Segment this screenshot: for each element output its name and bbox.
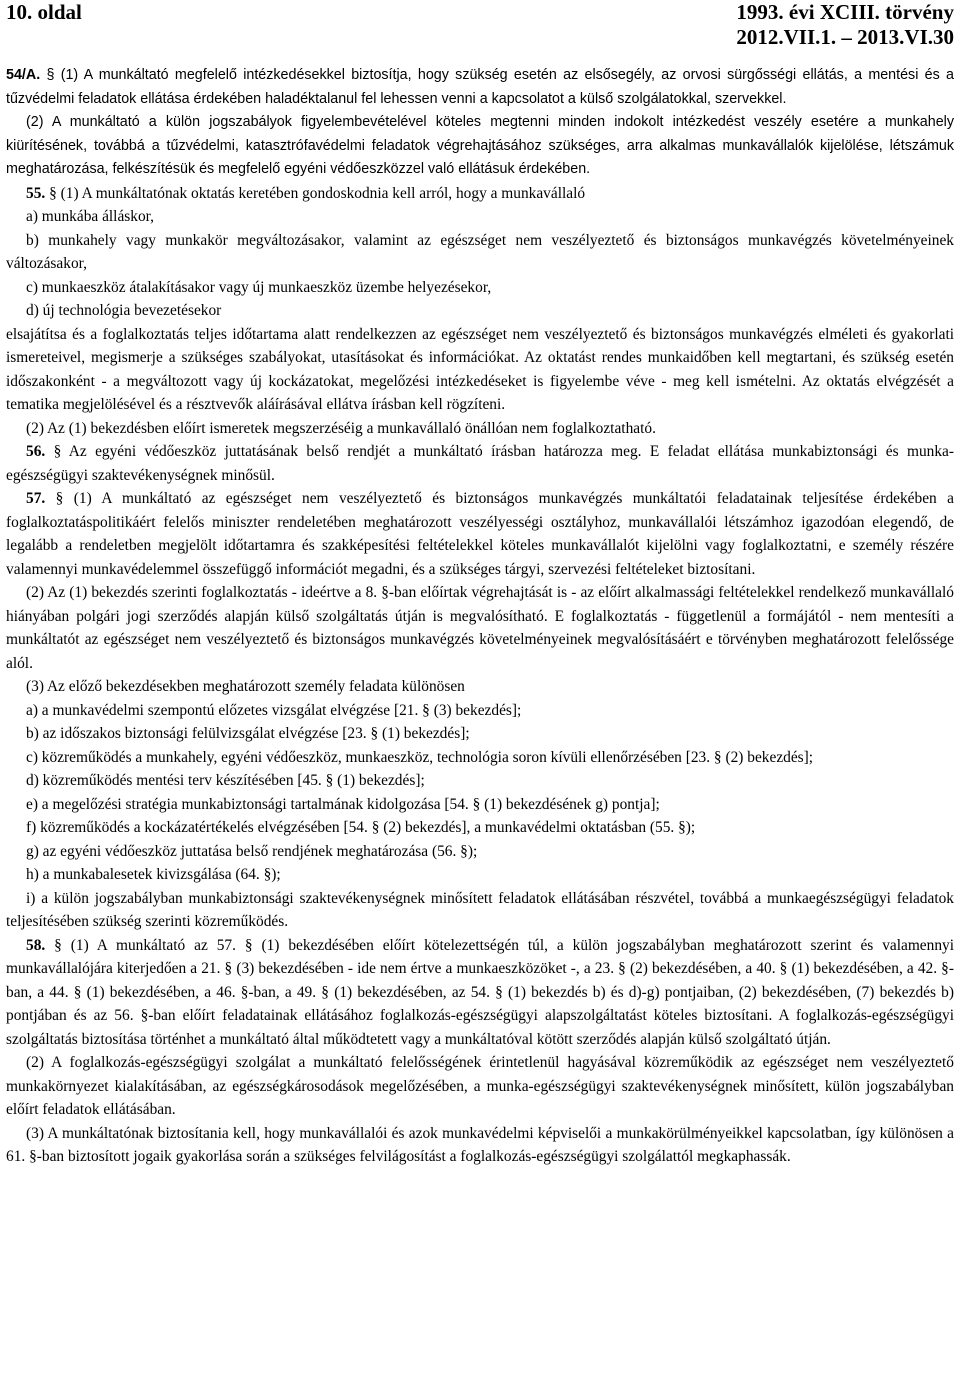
section-number: 57. bbox=[26, 490, 46, 507]
list-item: e) a megelőzési stratégia munkabiztonsági tartalmának kidolgozása [54. § (1) bekezdésének g) pontja]; bbox=[26, 795, 660, 813]
list-item: f) közreműködés a kockázatértékelés elvégzésében [54. § (2) bekezdés], a munkavédelmi oktatásban (55. §); bbox=[26, 819, 696, 836]
law-title: 1993. évi XCIII. törvény bbox=[736, 0, 954, 24]
paragraph-text: § (1) A munkáltató az 57. § (1) bekezdésében előírt kötelezettségén túl, a külön jogszabályban meghatározott szerint és valamennyi munkavállalójára kiterjedően a 21. § (3) bekezdésében - ide nem értve a munkaeszközöket -, a 23. § (2) bekezdésében, a 40. § (1) bekezdésében, a 42. §-ban, a 44. § (1) bekezdésében, a 46. §-ban, a 49. § (1) bekezdésében, az 54. § (1) bekezdés b) és d)-g) pontjaiban, (2) bekezdésében, (7) bekezdés b) pontjában és az 56. §-ban előírt feladatainak ellátásához foglalkozás-egészségügyi alapszolgáltatást köteles biztosítani. A foglalkozás-egészségügyi szolgáltatás biztosítása történhet a munkáltató által működtetett vagy a munkáltatóval kötött szerződés alapján külső szolgáltató útján. bbox=[6, 936, 954, 1048]
list-item: a) a munkavédelmi szempontú előzetes vizsgálat elvégzése [21. § (3) bekezdés]; bbox=[26, 701, 522, 719]
paragraph-text: § (1) A munkáltató megfelelő intézkedésekkel biztosítja, hogy szükség esetén az elsősegély, az orvosi sürgősségi ellátás, a mentési és a tűzvédelmi feladatok ellátása érdekében haladéktalanul fel lehessen venni a kapcsolatot a külső szolgálatokkal, szervekkel. bbox=[6, 67, 954, 107]
list-item: i) a külön jogszabályban munkabiztonsági szaktevékenységnek minősített feladatok ellátásában részvétel, továbbá a munkaegészségügyi feladatok teljesítésében szükség szerinti közreműködés. bbox=[6, 889, 954, 930]
section-number: 56. bbox=[26, 443, 46, 460]
paragraph-57-1 bbox=[6, 487, 954, 581]
paragraph-58-1 bbox=[6, 934, 954, 1052]
paragraph-text: § Az egyéni védőeszköz juttatásának belső rendjét a munkáltató írásban határozza meg. E feladat ellátása munkabiztonsági és munka-egészségügyi szaktevékenységnek minősül. bbox=[6, 443, 954, 484]
list-item: d) új technológia bevezetésekor bbox=[26, 302, 222, 319]
paragraph-text: § (1) A munkáltató az egészséget nem veszélyeztető és biztonságos munkavégzés munkáltatói feladatainak teljesítése érdekében a foglalkoztatáspolitikáért felelős miniszter rendeletében meghatározott veszélyességi osztályhoz, munkavállalói létszámhoz igazodóan elegendő, de legalább a rendeletben megjelölt időtartamra és szakképesítési feltételekkel köteles munkavállalót kijelölni vagy foglalkoztatni, e személy részére valamennyi munkavédelemmel összefüggő információt megadni, és a szükséges tárgyi, szervezési feltételeket biztosítani. bbox=[6, 490, 954, 578]
page-number: 10. oldal bbox=[6, 0, 82, 24]
list-item: h) a munkabalesetek kivizsgálása (64. §); bbox=[26, 866, 281, 883]
paragraph-57-3: (3) Az előző bekezdésekben meghatározott személy feladata különösen bbox=[26, 678, 465, 695]
section-number: 58. bbox=[26, 936, 46, 954]
document-body bbox=[6, 64, 954, 1169]
list-item: b) munkahely vagy munkakör megváltozásakor, valamint az egészséget nem veszélyeztető és biztonságos munkavégzés követelményeinek változásakor, bbox=[6, 231, 954, 272]
list-item: b) az időszakos biztonsági felülvizsgálat elvégzése [23. § (1) bekezdés]; bbox=[26, 725, 470, 742]
paragraph-56 bbox=[6, 440, 954, 487]
paragraph-55-1-cont: elsajátítsa és a foglalkoztatás teljes időtartama alatt rendelkezzen az egészséget nem veszélyeztető és biztonságos munkavégzés elméleti és gyakorlati ismereteivel, megismerje a szükséges szabályokat, utasításokat és információkat. Az oktatást rendes munkaidőben kell megtartani, és szükség esetén időszakonként - a megváltozott vagy új kockázatokat, megelőzési intézkedéseket is figyelembe véve - meg kell ismételni. Az oktatás elvégzését a tematika megjelölésével és a résztvevők aláírásával ellátva írásban kell rögzíteni. bbox=[6, 325, 954, 413]
document-header bbox=[736, 0, 954, 50]
paragraph-text: (2) A munkáltató a külön jogszabályok figyelembevételével köteles megtenni minden indokolt intézkedést veszély esetére a munkahely kiürítésének, továbbá a tűzvédelmi, katasztrófavédelmi feladatok végrehajtásához szükséges, arra alkalmas munkavállalók kijelölése, létszámuk meghatározása, felkészítésük és megfelelő egyéni védőeszközzel való ellátásuk érdekében. bbox=[6, 114, 954, 177]
paragraph-55-1 bbox=[6, 182, 954, 206]
paragraph-55-2: (2) Az (1) bekezdésben előírt ismeretek megszerzéséig a munkavállaló önállóan nem foglalkoztatható. bbox=[26, 419, 656, 437]
paragraph-54a-1 bbox=[6, 64, 954, 111]
list-item: d) közreműködés mentési terv készítésében [45. § (1) bekezdés]; bbox=[26, 772, 425, 789]
section-number: 54/A. bbox=[6, 67, 41, 83]
list-item: c) közreműködés a munkahely, egyéni védőeszköz, munkaeszköz, technológia soron kívüli ellenőrzésében [23. § (2) bekezdés]; bbox=[26, 748, 814, 766]
validity-dates: 2012.VII.1. – 2013.VI.30 bbox=[736, 25, 954, 49]
paragraph-58-2: (2) A foglalkozás-egészségügyi szolgálat a munkáltató felelősségének érintetlenül hagyásával közreműködik az egészséget nem veszélyeztető munkakörnyezet kialakításában, az egészségkárosodások megelőzésében, a munka-egészségügyi szaktevékenységnek minősített, külön jogszabályban előírt feladatok ellátásában. bbox=[6, 1054, 954, 1118]
list-item: c) munkaeszköz átalakításakor vagy új munkaeszköz üzembe helyezésekor, bbox=[26, 278, 492, 296]
section-number: 55. bbox=[26, 184, 46, 202]
paragraph-58-3: (3) A munkáltatónak biztosítania kell, hogy munkavállalói és azok munkavédelmi képviselői a munkakörülményeikkel kapcsolatban, így különösen a 61. §-ban biztosított jogaik gyakorlása során a szükséges felvilágosítást a foglalkozás-egészségügyi szolgálattól megkaphassák. bbox=[6, 1124, 954, 1165]
paragraph-57-2: (2) Az (1) bekezdés szerinti foglalkoztatás - ideértve a 8. §-ban előírtak végrehajtását is - az előírt alkalmassági feltételekkel rendelkező munkavállaló hiányában polgári jogi szerződés alapján külső szolgáltatás útján is megvalósítható. E foglalkoztatás - függetlenül a formájától - nem mentesíti a munkáltatót az egészséget nem veszélyeztető és biztonságos munkavégzés követelményeinek megvalósításáért e törvényben meghatározott felelőssége alól. bbox=[6, 584, 954, 672]
paragraph-54a-2 bbox=[6, 111, 954, 182]
list-item: g) az egyéni védőeszköz juttatása belső rendjének meghatározása (56. §); bbox=[26, 842, 478, 860]
paragraph-text: § (1) A munkáltatónak oktatás keretében gondoskodnia kell arról, hogy a munkavállaló bbox=[45, 184, 586, 202]
list-item: a) munkába álláskor, bbox=[26, 208, 155, 225]
